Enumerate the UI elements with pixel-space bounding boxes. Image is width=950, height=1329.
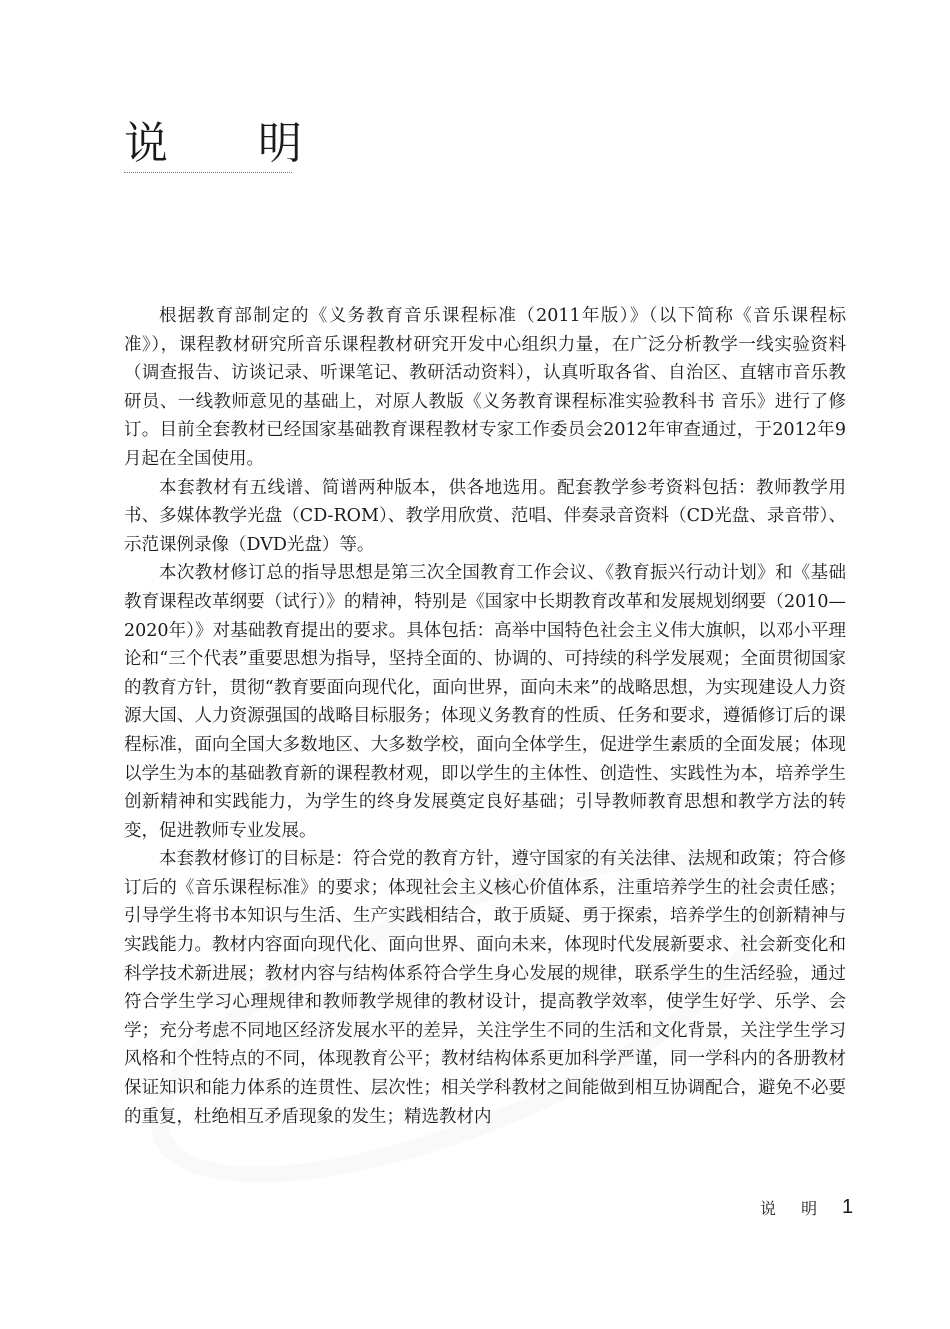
running-footer-label: 说 明 [760, 1199, 828, 1218]
page-number: 1 [842, 1196, 854, 1218]
title-dotted-rule [124, 172, 292, 173]
paragraph-1: 根据教育部制定的《义务教育音乐课程标准（2011年版）》（以下简称《音乐课程标准》），课程教材研究所音乐课程教材研究开发中心组织力量，在广泛分析教学一线实验资料（调查报告、访谈记录、听课笔记、教研活动资料），认真听取各省、自治区、直辖市音乐教研员、一线教师意见的基础上，对原人教版《义务教育课程标准实验教科书 音乐》进行了修订。目前全套教材已经国家基础教育课程教材专家工作委员会2012年审查通过，于2012年9月起在全国使用。 [124, 306, 846, 469]
paragraph-3: 本次教材修订总的指导思想是第三次全国教育工作会议、《教育振兴行动计划》和《基础教育课程改革纲要（试行）》的精神，特别是《国家中长期教育改革和发展规划纲要（2010—2020年）》对基础教育提出的要求。具体包括：高举中国特色社会主义伟大旗帜，以邓小平理论和“三个代表”重要思想为指导，坚持全面的、协调的、可持续的科学发展观；全面贯彻国家的教育方针，贯彻“教育要面向现代化，面向世界，面向未来”的战略思想，为实现建设人力资源大国、人力资源强国的战略目标服务；体现义务教育的性质、任务和要求，遵循修订后的课程标准，面向全国大多数地区、大多数学校，面向全体学生，促进学生素质的全面发展；体现以学生为本的基础教育新的课程教材观，即以学生的主体性、创造性、实践性为本，培养学生创新精神和实践能力，为学生的终身发展奠定良好基础；引导教师教育思想和教学方法的转变，促进教师专业发展。 [124, 563, 846, 841]
page-title: 说 明 [124, 118, 340, 169]
paragraph-4: 本套教材修订的目标是：符合党的教育方针，遵守国家的有关法律、法规和政策；符合修订后的《音乐课程标准》的要求；体现社会主义核心价值体系，注重培养学生的社会责任感；引导学生将书本知识与生活、生产实践相结合，敢于质疑、勇于探索，培养学生的创新精神与实践能力。教材内容面向现代化、面向世界、面向未来，体现时代发展新要求、社会新变化和科学技术新进展；教材内容与结构体系符合学生身心发展的规律，联系学生的生活经验，通过符合学生学习心理规律和教师教学规律的教材设计，提高教学效率，使学生好学、乐学、会学；充分考虑不同地区经济发展水平的差异，关注学生不同的生活和文化背景，关注学生学习风格和个性特点的不同，体现教育公平；教材结构体系更加科学严谨，同一学科内的各册教材保证知识和能力体系的连贯性、层次性；相关学科教材之间能做到相互协调配合，避免不必要的重复，杜绝相互矛盾现象的发生；精选教材内 [124, 849, 846, 1127]
body-text [124, 302, 846, 1131]
paragraph-2: 本套教材有五线谱、简谱两种版本，供各地选用。配套教学参考资料包括：教师教学用书、多媒体教学光盘（CD-ROM）、教学用欣赏、范唱、伴奏录音资料（CD光盘、录音带）、示范课例录像（DVD光盘）等。 [124, 477, 846, 555]
